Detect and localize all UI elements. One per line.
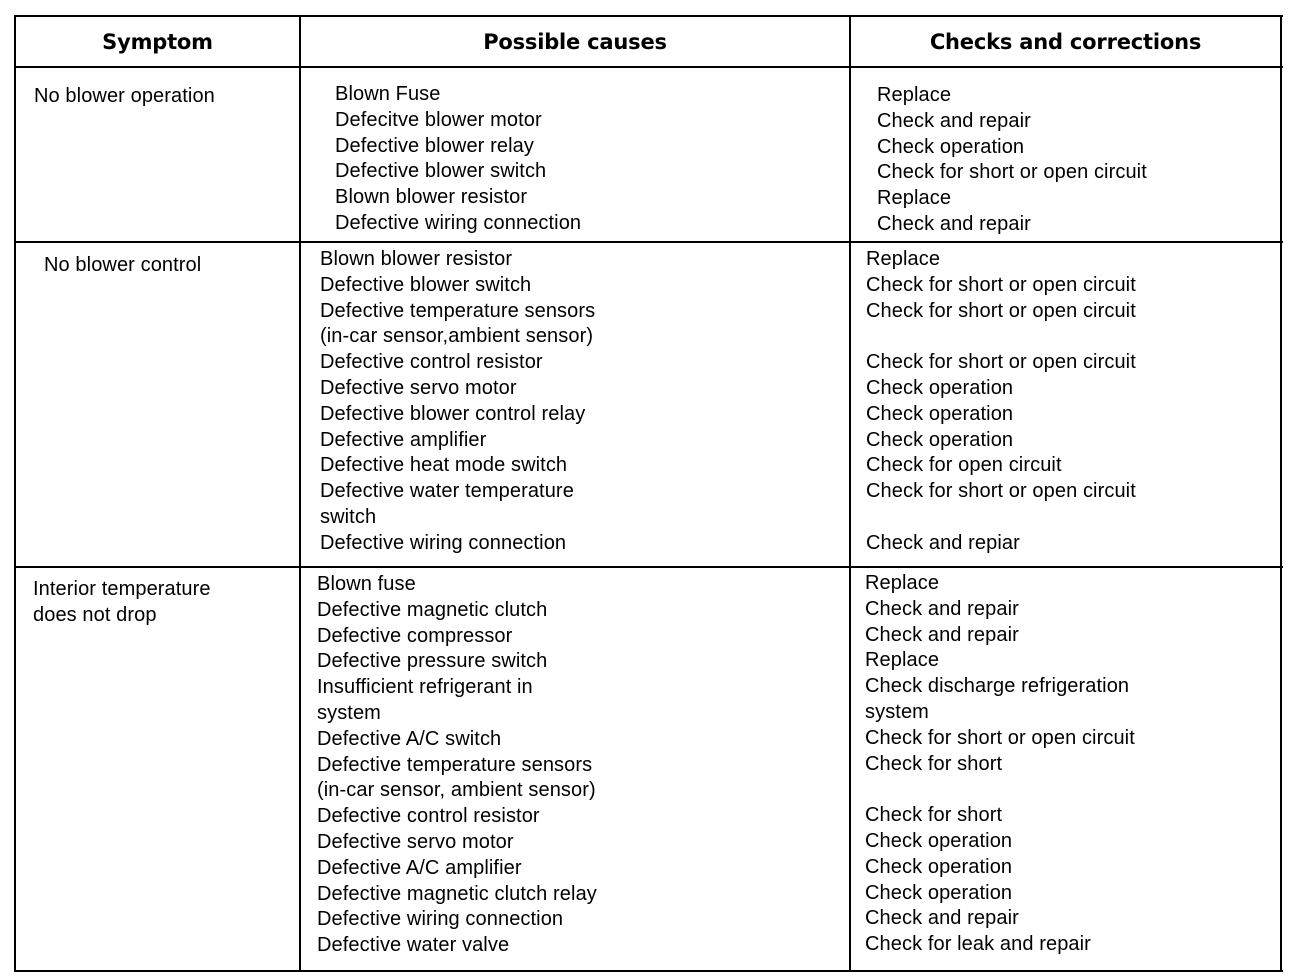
check-item: Check operation [865, 881, 1013, 904]
symptom-text: does not drop [33, 603, 157, 626]
cause-item: Defective pressure switch [317, 650, 548, 673]
row-divider-2 [14, 566, 1283, 568]
check-item: Check operation [865, 829, 1013, 852]
row-2-causes [320, 247, 595, 557]
cause-item: Blown Fuse [335, 83, 441, 105]
cause-item: Defective servo motor [317, 830, 514, 853]
check-item: Check and repiar [866, 531, 1020, 554]
check-item [865, 777, 1135, 803]
symptom-text: Interior temperature [33, 578, 211, 600]
row-2-symptom [44, 253, 201, 279]
check-item: Check for leak and repair [865, 933, 1091, 956]
cause-item: Insufficient refrigerant in [317, 676, 533, 699]
cause-item: Defective servo motor [320, 376, 517, 399]
cause-item: Defective control resistor [317, 805, 540, 828]
row-3-checks [865, 571, 1135, 958]
cause-item: (in-car sensor, ambient sensor) [317, 779, 596, 802]
check-item: Check for short [865, 804, 1003, 827]
check-item: Replace [866, 248, 941, 270]
check-item: Check and repair [865, 907, 1019, 930]
check-item: Check operation [866, 428, 1014, 451]
cause-item: Defective temperature sensors [317, 753, 593, 776]
symptom-text: No blower control [44, 254, 202, 276]
check-item: Replace [877, 187, 952, 210]
check-item: Check for short [865, 752, 1003, 775]
cause-item: Defective water valve [317, 934, 510, 957]
check-item: system [865, 700, 929, 723]
cause-item: Defective temperature sensors [320, 299, 596, 322]
row-3-symptom [33, 577, 211, 629]
cause-item: Defective water temperature [320, 480, 574, 503]
check-item: Check operation [866, 402, 1014, 425]
table-border-left [14, 15, 16, 972]
check-item: Replace [865, 572, 940, 594]
cause-item: Defective control resistor [320, 351, 543, 374]
check-item: Check for open circuit [866, 454, 1062, 477]
cause-item: Defective magnetic clutch relay [317, 882, 597, 905]
check-item: Replace [865, 649, 940, 672]
check-item [866, 505, 1136, 531]
cause-item: Defective blower relay [335, 134, 534, 157]
column-divider-1 [299, 15, 301, 972]
column-divider-2 [849, 15, 851, 972]
cause-item: Defective compressor [317, 624, 513, 647]
cause-item: Blown blower resistor [335, 186, 528, 209]
cause-item: system [317, 701, 381, 724]
row-1-symptom [34, 84, 215, 110]
check-item: Check operation [877, 135, 1025, 158]
header-symptom: Symptom [102, 29, 213, 54]
check-item: Check operation [865, 855, 1013, 878]
cause-item: Defective blower control relay [320, 402, 586, 425]
cause-item: Defecitve blower motor [335, 108, 542, 131]
check-item: Check and repair [877, 109, 1031, 132]
cause-item: Defective amplifier [320, 428, 487, 451]
check-item: Check and repair [877, 212, 1031, 235]
cause-item: Defective blower switch [320, 273, 532, 296]
table-border-bottom [14, 970, 1283, 972]
check-item: Check for short or open circuit [866, 351, 1136, 374]
row-1-causes [335, 82, 581, 237]
cause-item: (in-car sensor,ambient sensor) [320, 325, 594, 348]
check-item: Check discharge refrigeration [865, 675, 1130, 698]
header-possible-causes: Possible causes [483, 29, 667, 54]
check-item: Check operation [866, 376, 1014, 399]
row-3-causes [317, 572, 597, 959]
cause-item: Defective magnetic clutch [317, 598, 548, 621]
check-item: Replace [877, 84, 952, 106]
cause-item: Defective wiring connection [317, 908, 564, 931]
row-divider-1 [14, 241, 1283, 243]
header-checks-corrections: Checks and corrections [929, 29, 1202, 54]
check-item [866, 324, 1136, 350]
cause-item: Blown fuse [317, 573, 416, 595]
check-item: Check for short or open circuit [877, 161, 1147, 184]
cause-item: Defective A/C switch [317, 727, 502, 750]
cause-item: Blown blower resistor [320, 248, 513, 270]
check-item: Check and repair [865, 597, 1019, 620]
cause-item: Defective heat mode switch [320, 454, 568, 477]
table-border-right [1280, 15, 1282, 972]
check-item: Check for short or open circuit [865, 726, 1135, 749]
row-2-checks [866, 247, 1136, 557]
check-item: Check and repair [865, 623, 1019, 646]
symptom-text: No blower operation [34, 85, 215, 107]
cause-item: Defective A/C amplifier [317, 856, 522, 879]
cause-item: switch [320, 505, 377, 528]
check-item: Check for short or open circuit [866, 480, 1136, 503]
cause-item: Defective blower switch [335, 160, 547, 183]
cause-item: Defective wiring connection [320, 531, 567, 554]
cause-item: Defective wiring connection [335, 211, 582, 234]
check-item: Check for short or open circuit [866, 273, 1136, 296]
check-item: Check for short or open circuit [866, 299, 1136, 322]
row-1-checks [877, 83, 1147, 238]
